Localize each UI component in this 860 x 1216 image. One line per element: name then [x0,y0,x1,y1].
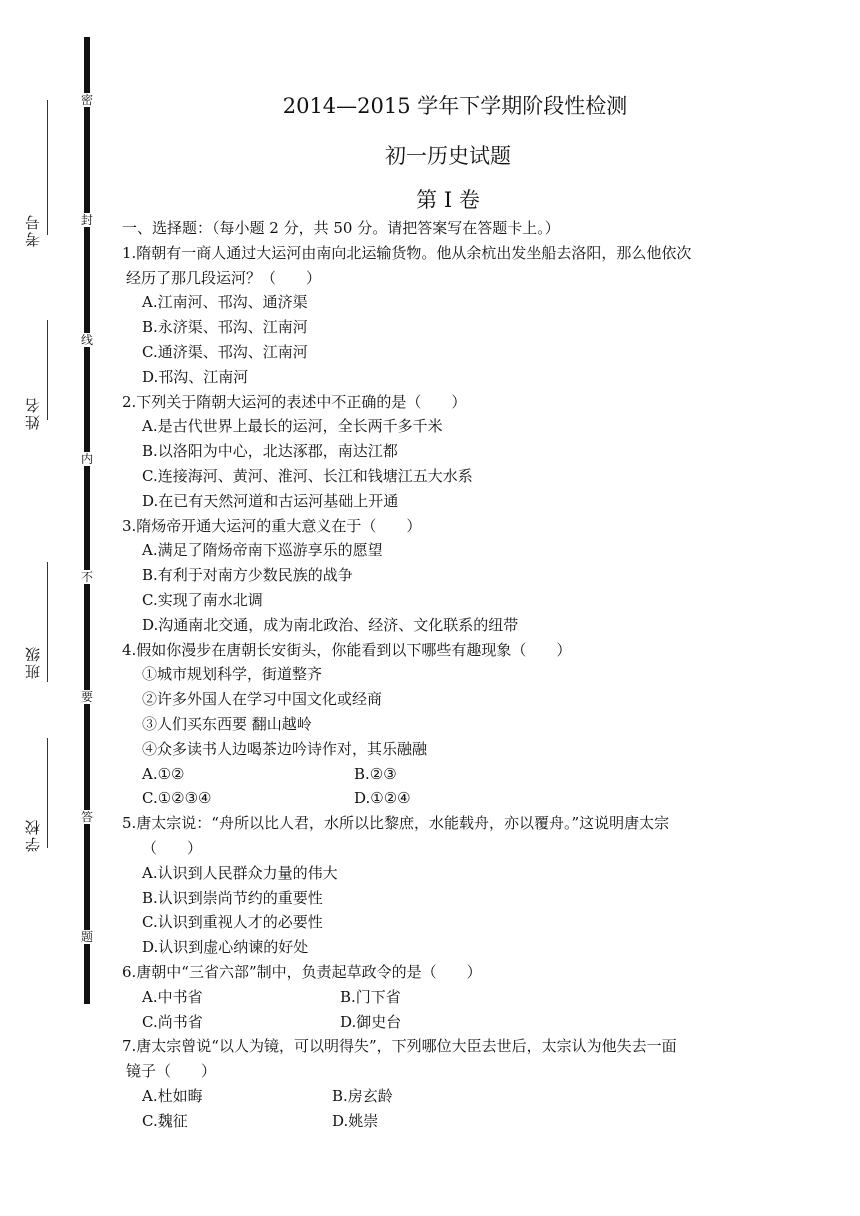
option-d: D.认识到虚心纳谏的好处 [142,938,309,957]
school-label: 学校 [24,818,42,852]
option-d: D.邗沟、江南河 [142,367,249,386]
option-d: D.御史台 [340,1012,402,1031]
question-stem-cont: （ ） [142,838,203,857]
exam-title: 2014—2015 学年下学期阶段性检测 [282,94,628,118]
exam-subtitle: 初一历史试题 [385,144,511,168]
seal-char: 线 [80,333,93,347]
option-row [122,1084,802,1109]
question-stem-cont: 经历了那几段运河？（ ） [126,268,322,287]
question-stem: 7.唐太宗曾说“以人为镜，可以明得失”，下列哪位大臣去世后，太宗认为他失去一面 [122,1037,677,1056]
name-underline [47,320,48,420]
question-stem: 1.隋朝有一商人通过大运河由南向北运输货物。他从余杭出发坐船去洛阳，那么他依次 [122,243,692,262]
option-row [122,786,802,811]
option-b: B.以洛阳为中心，北达涿郡，南达江都 [142,442,398,461]
seal-char: 内 [80,452,93,466]
statement-2: ②许多外国人在学习中国文化或经商 [142,690,383,709]
option-a: A.认识到人民群众力量的伟大 [142,863,338,882]
option-a: A.中书省 [142,987,203,1006]
option-b: B.门下省 [340,987,401,1006]
option-row [122,1010,802,1035]
option-c: C.尚书省 [142,1012,203,1031]
option-c: C.魏征 [142,1111,188,1130]
option-row [122,1109,802,1134]
seal-char: 题 [80,930,93,944]
exam-number-label: 考号 [24,213,42,247]
class-underline [47,562,48,682]
binding-line [84,37,90,1004]
option-c: C.①②③④ [142,789,212,808]
question-stem-cont: 镜子（ ） [126,1062,217,1081]
option-a: A.满足了隋炀帝南下巡游享乐的愿望 [142,541,383,560]
seal-char: 要 [80,690,93,704]
option-d: D.①②④ [354,789,411,808]
question-stem: 2.下列关于隋朝大运河的表述中不正确的是（ ） [122,392,467,411]
option-b: B.永济渠、邗沟、江南河 [142,318,308,337]
statement-4: ④众多读书人边喝茶边吟诗作对，其乐融融 [142,739,428,758]
volume-label: 第 I 卷 [416,188,480,212]
option-a: A.①② [142,764,185,783]
name-label: 姓名 [24,396,42,430]
option-b: B.②③ [354,764,397,783]
option-row [122,762,802,787]
class-label: 班级 [24,645,42,679]
section-heading: 一、选择题：（每小题 2 分，共 50 分。请把答案写在答题卡上。） [122,219,560,237]
option-c: C.实现了南水北调 [142,590,263,609]
option-b: B.认识到崇尚节约的重要性 [142,888,323,907]
option-c: C.通济渠、邗沟、江南河 [142,342,308,361]
question-list [122,216,802,1133]
option-a: A.杜如晦 [142,1086,203,1105]
question-stem: 3.隋炀帝开通大运河的重大意义在于（ ） [122,516,422,535]
option-c: C.连接海河、黄河、淮河、长江和钱塘江五大水系 [142,466,473,485]
statement-1: ①城市规划科学，街道整齐 [142,665,323,684]
option-c: C.认识到重视人才的必要性 [142,913,323,932]
option-b: B.有利于对南方少数民族的战争 [142,566,353,585]
seal-char: 密 [80,93,93,107]
seal-char: 答 [80,810,93,824]
question-stem: 5.唐太宗说：“舟所以比人君，水所以比黎庶，水能载舟，亦以覆舟。”这说明唐太宗 [122,814,670,833]
seal-char: 不 [80,570,93,584]
seal-char: 封 [80,213,93,227]
option-d: D.在已有天然河道和古运河基础上开通 [142,491,399,510]
option-d: D.沟通南北交通，成为南北政治、经济、文化联系的纽带 [142,615,519,634]
option-d: D.姚崇 [332,1111,379,1130]
option-b: B.房玄龄 [332,1086,393,1105]
option-a: A.是古代世界上最长的运河，全长两千多千米 [142,417,443,436]
school-underline [47,738,48,848]
option-a: A.江南河、邗沟、通济渠 [142,293,308,312]
option-row [122,985,802,1010]
question-stem: 6.唐朝中“三省六部”制中，负责起草政令的是（ ） [122,962,482,981]
statement-3: ③人们买东西要 翻山越岭 [142,714,312,733]
question-stem: 4.假如你漫步在唐朝长安街头，你能看到以下哪些有趣现象（ ） [122,640,572,659]
